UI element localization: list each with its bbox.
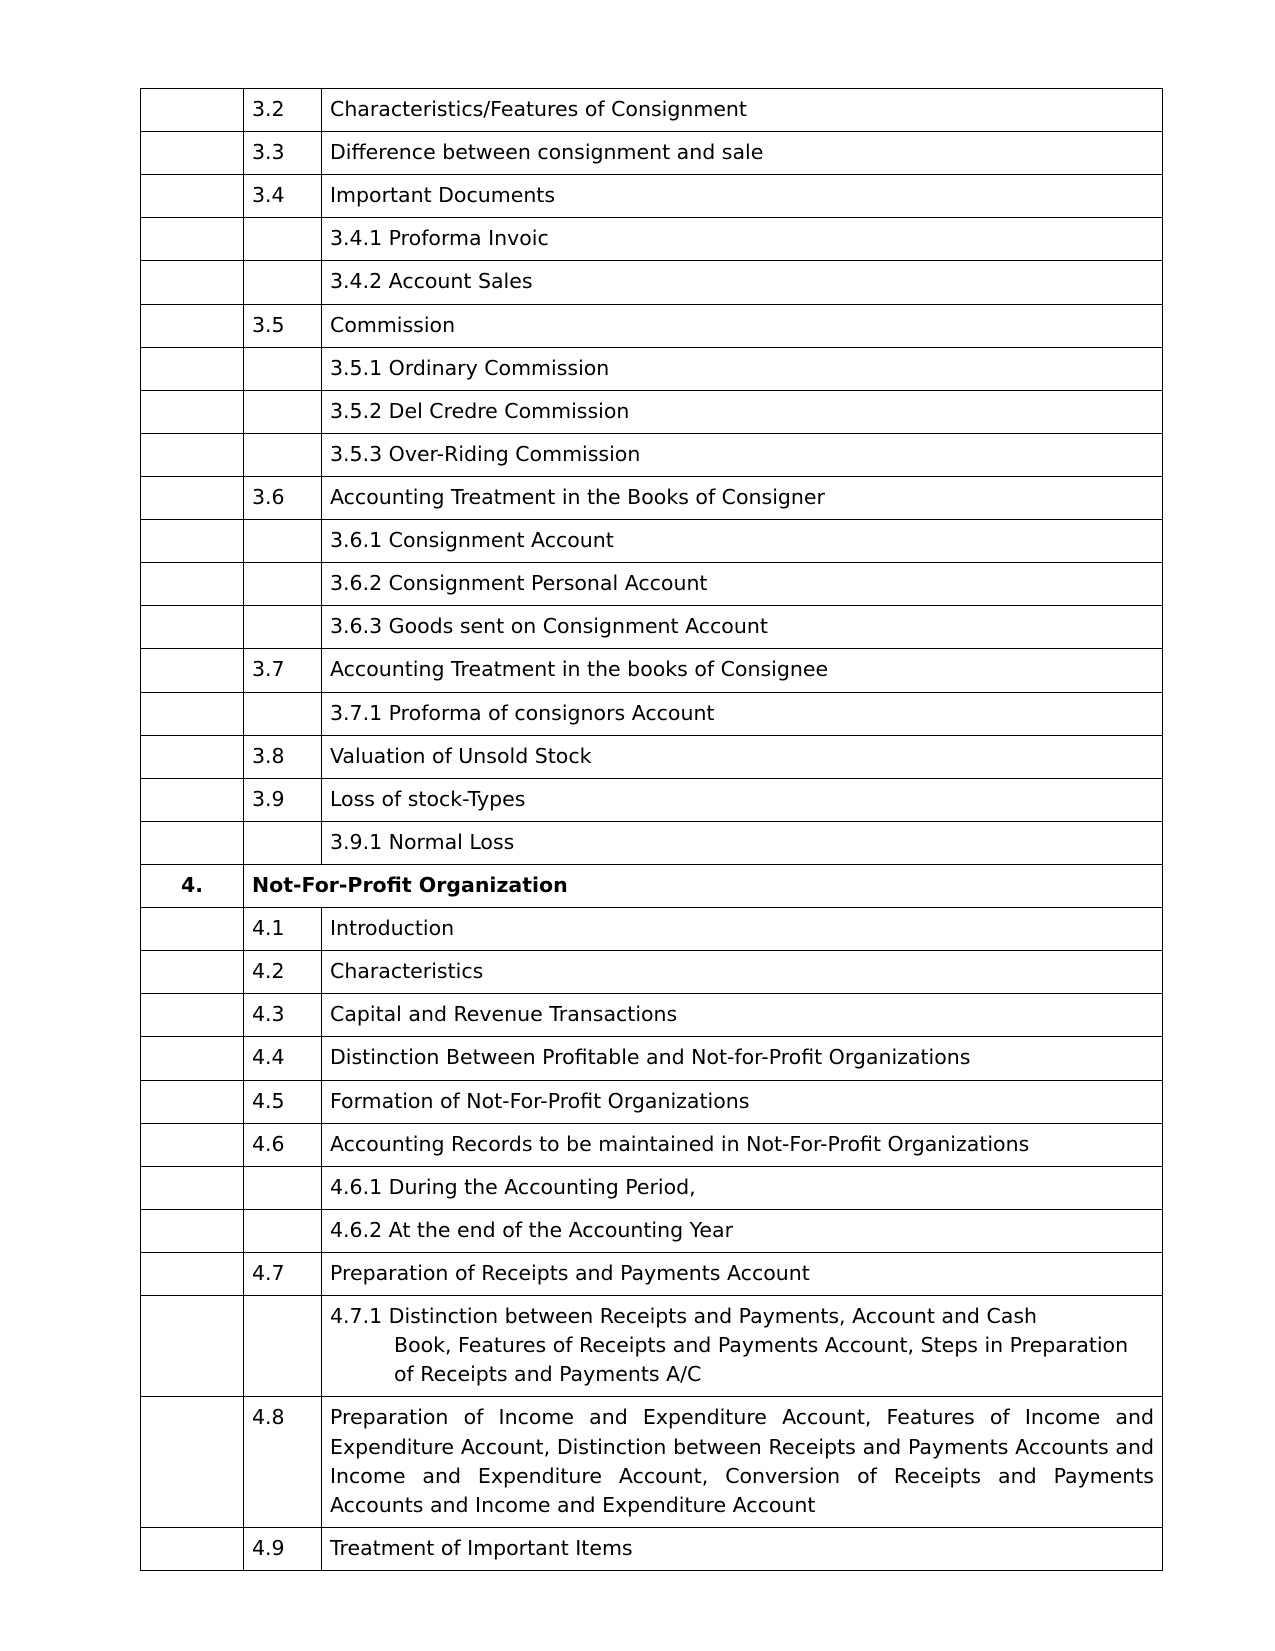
section-title-cell: Commission — [322, 304, 1163, 347]
table-row — [141, 1252, 1163, 1295]
chapter-number-cell — [141, 1527, 244, 1570]
section-number-cell — [244, 1209, 322, 1252]
chapter-number-cell — [141, 1296, 244, 1397]
chapter-number-cell — [141, 1252, 244, 1295]
table-row — [141, 908, 1163, 951]
section-title-cell: 3.6.2 Consignment Personal Account — [322, 563, 1163, 606]
chapter-number-cell — [141, 1037, 244, 1080]
section-title-cell: 4.6.2 At the end of the Accounting Year — [322, 1209, 1163, 1252]
section-title-cell: Accounting Treatment in the books of Consignee — [322, 649, 1163, 692]
section-number-cell — [244, 1166, 322, 1209]
chapter-number-cell — [141, 1209, 244, 1252]
section-title-cell: 3.6.3 Goods sent on Consignment Account — [322, 606, 1163, 649]
chapter-number-cell — [141, 347, 244, 390]
section-number-cell — [244, 218, 322, 261]
chapter-number-cell — [141, 994, 244, 1037]
table-row — [141, 476, 1163, 519]
section-title-cell: Formation of Not-For-Profit Organizations — [322, 1080, 1163, 1123]
section-number-cell: 4.1 — [244, 908, 322, 951]
section-number-cell — [244, 563, 322, 606]
chapter-number-cell — [141, 606, 244, 649]
chapter-number-cell — [141, 520, 244, 563]
subsection-title-continuation: Book, Features of Receipts and Payments Account, Steps in Preparation of Receipts and Payments A/C — [394, 1333, 1129, 1387]
section-number-cell — [244, 692, 322, 735]
section-number-cell — [244, 606, 322, 649]
chapter-number-cell — [141, 735, 244, 778]
table-row — [141, 951, 1163, 994]
section-number-cell: 4.6 — [244, 1123, 322, 1166]
table-row — [141, 692, 1163, 735]
section-number-cell — [244, 433, 322, 476]
table-row — [141, 994, 1163, 1037]
chapter-number-cell — [141, 218, 244, 261]
section-title-cell: Accounting Treatment in the Books of Consigner — [322, 476, 1163, 519]
table-row — [141, 520, 1163, 563]
subsection-title-lead: 4.7.1 Distinction between Receipts and Payments, Account and Cash — [330, 1304, 1038, 1329]
table-row — [141, 649, 1163, 692]
section-title-cell: 4.6.1 During the Accounting Period, — [322, 1166, 1163, 1209]
section-number-cell: 4.2 — [244, 951, 322, 994]
table-row — [141, 347, 1163, 390]
section-title-cell: Distinction Between Profitable and Not-for-Profit Organizations — [322, 1037, 1163, 1080]
chapter-number-cell — [141, 89, 244, 132]
chapter-number-cell — [141, 476, 244, 519]
chapter-number-cell: 4. — [141, 864, 244, 907]
section-number-cell: 3.3 — [244, 132, 322, 175]
table-row — [141, 606, 1163, 649]
chapter-number-cell — [141, 1166, 244, 1209]
section-number-cell: 4.7 — [244, 1252, 322, 1295]
section-title-cell: 3.5.3 Over-Riding Commission — [322, 433, 1163, 476]
chapter-number-cell — [141, 175, 244, 218]
section-number-cell: 4.8 — [244, 1397, 322, 1527]
section-title-cell: 3.5.2 Del Credre Commission — [322, 390, 1163, 433]
chapter-number-cell — [141, 908, 244, 951]
chapter-number-cell — [141, 390, 244, 433]
table-row — [141, 735, 1163, 778]
chapter-number-cell — [141, 1080, 244, 1123]
chapter-number-cell — [141, 304, 244, 347]
table-row — [141, 433, 1163, 476]
table-of-contents-table — [140, 88, 1163, 1571]
section-title-cell: Introduction — [322, 908, 1163, 951]
section-number-cell: 4.5 — [244, 1080, 322, 1123]
table-row — [141, 261, 1163, 304]
table-row — [141, 390, 1163, 433]
section-number-cell: 3.4 — [244, 175, 322, 218]
section-title-cell: 3.6.1 Consignment Account — [322, 520, 1163, 563]
section-title-cell: Capital and Revenue Transactions — [322, 994, 1163, 1037]
chapter-number-cell — [141, 1397, 244, 1527]
section-number-cell — [244, 520, 322, 563]
section-title-cell: Loss of stock-Types — [322, 778, 1163, 821]
chapter-number-cell — [141, 563, 244, 606]
table-row — [141, 1080, 1163, 1123]
section-number-cell — [244, 390, 322, 433]
hanging-indent-block — [330, 1302, 1154, 1389]
chapter-number-cell — [141, 261, 244, 304]
section-title-cell: 3.5.1 Ordinary Commission — [322, 347, 1163, 390]
section-number-cell — [244, 261, 322, 304]
table-of-contents-body — [141, 89, 1163, 1571]
section-number-cell — [244, 821, 322, 864]
chapter-number-cell — [141, 778, 244, 821]
chapter-number-cell — [141, 1123, 244, 1166]
table-row — [141, 218, 1163, 261]
chapter-number-cell — [141, 692, 244, 735]
section-number-cell — [244, 347, 322, 390]
section-number-cell: 3.6 — [244, 476, 322, 519]
section-number-cell: 3.7 — [244, 649, 322, 692]
table-row — [141, 1397, 1163, 1527]
table-row — [141, 563, 1163, 606]
chapter-number-cell — [141, 649, 244, 692]
section-number-cell: 4.4 — [244, 1037, 322, 1080]
section-title-cell: Accounting Records to be maintained in Not-For-Profit Organizations — [322, 1123, 1163, 1166]
table-row — [141, 132, 1163, 175]
section-title-cell: Characteristics/Features of Consignment — [322, 89, 1163, 132]
table-row — [141, 89, 1163, 132]
section-number-cell: 3.8 — [244, 735, 322, 778]
chapter-number-cell — [141, 433, 244, 476]
section-title-cell: 3.4.2 Account Sales — [322, 261, 1163, 304]
table-row — [141, 1296, 1163, 1397]
section-title-cell: 3.4.1 Proforma Invoic — [322, 218, 1163, 261]
section-title-cell: Characteristics — [322, 951, 1163, 994]
section-number-cell: 4.3 — [244, 994, 322, 1037]
section-title-cell: Treatment of Important Items — [322, 1527, 1163, 1570]
section-title-cell: 3.7.1 Proforma of consignors Account — [322, 692, 1163, 735]
section-title-cell: Important Documents — [322, 175, 1163, 218]
section-title-cell: Difference between consignment and sale — [322, 132, 1163, 175]
table-row — [141, 304, 1163, 347]
table-row — [141, 1527, 1163, 1570]
section-title-cell: Preparation of Income and Expenditure Account, Features of Income and Expenditure Account, Distinction between Receipts and Payments Accounts and Income and Expenditure Account, Conversion of Receipts and Payments Accounts and Income and Expenditure Account — [322, 1397, 1163, 1527]
section-title-cell — [322, 1296, 1163, 1397]
section-number-cell: 3.9 — [244, 778, 322, 821]
table-row — [141, 1037, 1163, 1080]
section-number-cell: 3.5 — [244, 304, 322, 347]
table-row — [141, 821, 1163, 864]
chapter-title-cell: Not-For-Profit Organization — [244, 864, 1163, 907]
section-number-cell — [244, 1296, 322, 1397]
section-title-cell: Valuation of Unsold Stock — [322, 735, 1163, 778]
section-number-cell: 3.2 — [244, 89, 322, 132]
table-row — [141, 864, 1163, 907]
table-row — [141, 1166, 1163, 1209]
section-number-cell: 4.9 — [244, 1527, 322, 1570]
chapter-number-cell — [141, 951, 244, 994]
table-row — [141, 1209, 1163, 1252]
table-row — [141, 778, 1163, 821]
table-row — [141, 175, 1163, 218]
section-title-cell: 3.9.1 Normal Loss — [322, 821, 1163, 864]
table-row — [141, 1123, 1163, 1166]
chapter-number-cell — [141, 132, 244, 175]
chapter-number-cell — [141, 821, 244, 864]
section-title-cell: Preparation of Receipts and Payments Account — [322, 1252, 1163, 1295]
